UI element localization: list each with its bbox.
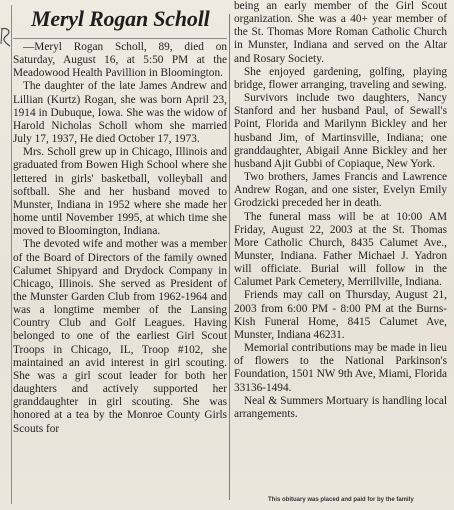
paragraph: being an early member of the Girl Scout organization. She was a 40+ year member of the St. Thomas More Roman Catholic Church in Munster, Indiana and served on the Altar and Rosary Society. bbox=[234, 0, 447, 65]
paragraph: —Meryl Rogan Scholl, 89, died on Saturday, August 16, at 5:50 PM at the Meadowood Health Pavillion in Bloomington. bbox=[13, 41, 227, 80]
paragraph: Survivors include two daughters, Nancy Stanford and her husband Paul, of Sewall's Point, Florida and Marilynn Bickley and her husband Jim, of Martinsville, Indiana; one granddaughter, Abigail Anne Bickley and her husband Ajit Gubbi of Copiaque, New York. bbox=[234, 92, 447, 170]
paragraph: Two brothers, James Francis and Lawrence Andrew Rogan, and one sister, Evelyn Emily Grodzicki preceded her in death. bbox=[234, 171, 447, 210]
column-divider bbox=[229, 14, 230, 500]
right-column bbox=[234, 0, 447, 421]
paragraph: Mrs. Scholl grew up in Chicago, Illinois and graduated from Bowen High School where she lettered in girls' basketball, volleyball and softball. She and her husband moved to Munster, Indiana in 1952 where she made her home until November 1995, at which time she moved to Bloomington, Indiana. bbox=[13, 146, 227, 238]
clipping-left-edge bbox=[11, 5, 12, 504]
paid-notice-footnote: This obituary was placed and paid for by the family bbox=[268, 497, 414, 503]
paragraph: She enjoyed gardening, golfing, playing bridge, flower arranging, traveling and sewing. bbox=[234, 65, 447, 91]
paragraph: The funeral mass will be at 10:00 AM Friday, August 22, 2003 at the St. Thomas More Catholic Church, 8435 Calumet Ave., Munster, Indiana. Father Michael J. Yadron will officiate. Burial will follow in the Calumet Park Cemetery, Merrillville, Indiana. bbox=[234, 210, 447, 289]
left-column bbox=[13, 0, 227, 436]
paragraph: The devoted wife and mother was a member of the Board of Directors of the family owned Calumet Shipyard and Drydock Company in Chicago, Illinois. She served as President of the Munster Garden Club from 1962-1964 and was a longtime member of the Lansing Country Club and Golf Leagues. Having belonged to one of the earliest Girl Scout Troops in Chicago, IL, Troop #102, she maintained an avid interest in girl scouting. She was a girl scout leader for both her daughters and actively supported her granddaughter in girl scouting. She was honored at a tea by the Monroe County Girls Scouts for bbox=[13, 238, 227, 435]
paragraph: Friends may call on Thursday, August 21, 2003 from 6:00 PM - 8:00 PM at the Burns-Kish Funeral Home, 8415 Calumet Ave, Munster, Indiana 46231. bbox=[234, 289, 447, 341]
paragraph: Neal & Summers Mortuary is handling local arrangements. bbox=[234, 394, 447, 420]
paragraph: Memorial contributions may be made in lieu of flowers to the National Parkinson's Foundation, 1501 NW 9th Ave, Miami, Florida 33136-1494. bbox=[234, 342, 447, 394]
headline-rule bbox=[13, 38, 227, 39]
paragraph: The daughter of the late James Andrew and Lillian (Kurtz) Rogan, she was born April 23, 1914 in Dubuque, Iowa. She was the widow of Harold Nicholas Scholl whom she married July 17, 1937, He died October 17, 1973. bbox=[13, 80, 227, 146]
obituary-headline: Meryl Rogan Scholl bbox=[31, 6, 210, 31]
